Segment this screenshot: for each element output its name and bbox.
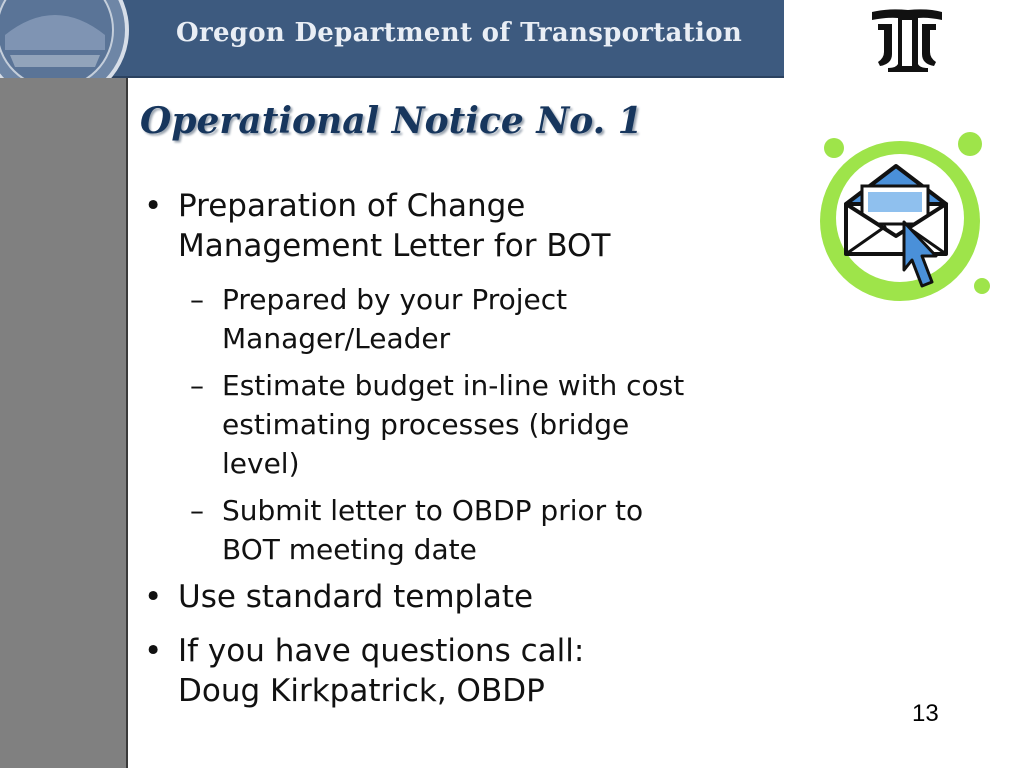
sub-bullet-item: [140, 280, 860, 358]
bullet-dot-icon: •: [144, 188, 163, 224]
odot-logo-icon: [868, 6, 946, 72]
sub-bullet-line: level): [222, 447, 300, 480]
header-band: [0, 0, 784, 78]
dash-icon: –: [190, 369, 204, 402]
left-sidebar-bar: [0, 78, 128, 768]
sub-bullet-line: Prepared by your Project: [222, 283, 568, 316]
sub-bullet-line: Estimate budget in-line with cost: [222, 369, 685, 402]
bullet-item: [140, 577, 860, 617]
bullet-item: [140, 631, 860, 711]
sub-bullet-list: [140, 280, 860, 569]
slide-title: Operational Notice No. 1: [140, 100, 643, 142]
dash-icon: –: [190, 494, 204, 527]
bullet-list: [140, 186, 860, 725]
bullet-item: [140, 186, 860, 266]
agency-name: Oregon Department of Transportation: [176, 18, 743, 48]
dash-icon: –: [190, 283, 204, 316]
page-number: 13: [912, 700, 939, 727]
bullet-dot-icon: •: [144, 579, 163, 615]
sub-bullet-line: Manager/Leader: [222, 322, 451, 355]
sub-bullet-item: [140, 491, 860, 569]
sub-bullet-line: estimating processes (bridge: [222, 408, 630, 441]
email-envelope-icon: [812, 126, 1002, 321]
bullet-line: Doug Kirkpatrick, OBDP: [178, 673, 545, 709]
bullet-line: Use standard template: [178, 579, 534, 615]
sub-bullet-line: BOT meeting date: [222, 533, 477, 566]
sub-bullet-line: Submit letter to OBDP prior to: [222, 494, 644, 527]
bullet-line: Preparation of Change: [178, 188, 526, 224]
bullet-line: If you have questions call:: [178, 633, 585, 669]
bullet-line: Management Letter for BOT: [178, 228, 611, 264]
sub-bullet-item: [140, 366, 860, 483]
bullet-dot-icon: •: [144, 633, 163, 669]
